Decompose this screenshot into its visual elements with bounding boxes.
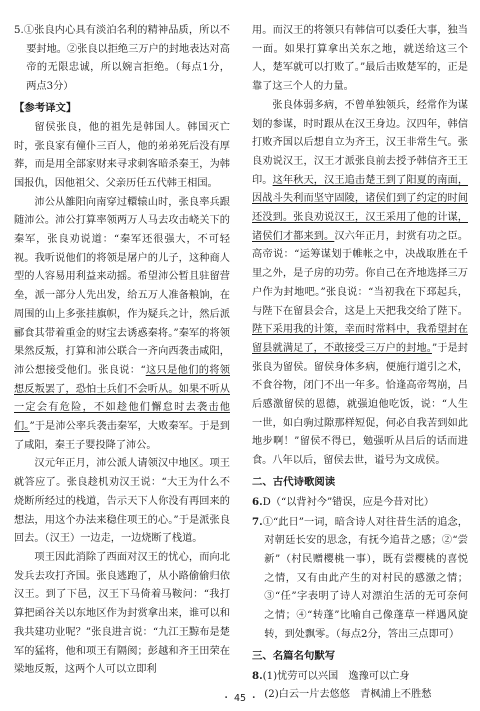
translation-paragraph-2 [14, 194, 230, 456]
question-8-answer-line-1 [252, 667, 468, 687]
section-2-heading: 二、古代诗歌阅读 [252, 475, 336, 488]
translation-paragraph-4: 项王因此消除了西面对汉王的忧心，而向北发兵去攻打齐国。张良逃跑了，从小路偷偷归依汉王。到了下邑，汉王下马倚着马鞍问：“我打算把函谷关以东地区作为封赏拿出来，谁可以和我共建功业呢？”张良进言说：“九江王黥布是楚军的猛将，他和项王有隔阂；彭越和齐王田荣在梁地反叛，这两个人可以立即利 [14, 551, 230, 676]
q6-number: 6. [252, 495, 263, 508]
q7-number: 7. [252, 515, 263, 528]
para5-underlined-sentence-1: 这年秋天，汉王追击楚王到了阳夏的南面，因战斗失利而坚守固陵，诸侯们到了约定的时间还没到。张良劝说汉王，汉王采用了他的计谋，诸侯们才都来到。 [252, 174, 469, 242]
right-column [252, 22, 468, 705]
question-7-answer [252, 513, 468, 645]
question-5-answer [14, 22, 230, 97]
q8-number: 8. [252, 669, 263, 682]
question-6-answer [252, 493, 468, 513]
para2-text-b: ”于是沛公率兵袭击秦军，大败秦军。于是到了咸阳，秦王子婴投降了沛公。 [14, 421, 230, 451]
left-column [14, 22, 230, 680]
para5-text-b: 汉六年正月，封赏有功之臣。高帝说：“运筹谋划于帷帐之中，决战取胜在千里之外，是子房的功劳。你自己在齐地选择三万户作为封地吧。”张良说：“当初我在下邳起兵，与陛下在留县会合，这是上天把我交给了陛下。 [252, 230, 469, 317]
q8-line-1: (1)忧劳可以兴国 逸豫可以亡身 [262, 670, 410, 682]
q6-text: D（“以背衬今”错误，应是今昔对比） [262, 496, 435, 508]
para5-text-a: 张良体弱多病，不曾单独领兵，经常作为谋划的参谋，时时跟从在汉王身边。汉四年，韩信打败齐国以后想自立为齐王，汉王非常生气。张良劝说汉王，汉王才派张良前去授予韩信齐王王印。 [252, 99, 468, 186]
reference-translation-heading: 【参考译文】 [14, 101, 77, 114]
translation-paragraph-4-continued: 用。而汉王的将领只有韩信可以委任大事，独当一面。如果打算拿出关东之地，就送给这三个人，楚军就可以打败了。”最后击败楚军的，正是靠了这三个人的力量。 [252, 25, 468, 93]
page-number: ・ 45 ・ [221, 693, 259, 704]
question-8-answer-line-2: (2)白云一片去悠悠 青枫浦上不胜愁 [264, 689, 432, 701]
translation-paragraph-1: 留侯张良，他的祖先是韩国人。韩国灭亡时，张良家有僮仆三百人，他的弟弟死后没有厚葬，而是用全部家财来寻求刺客暗杀秦王，为韩国报仇，因他祖父、父亲历任五代韩王相国。 [14, 121, 230, 189]
section-3-heading: 三、名篇名句默写 [252, 649, 336, 662]
para5-text-c: ”于是封张良为留侯。留侯身体多病，便施行道引之术，不食谷物，闭门不出一年多。恰逢高帝驾崩，吕后感激留侯的恩德，就强迫他吃饭，说：“人生一世，如白驹过隙那样短促，何必自我苦到如此地步啊！”留侯不得已，勉强听从吕后的话而进食。八年以后，留侯去世，谥号为文成侯。 [252, 342, 468, 467]
q5-number: 5. [14, 25, 24, 36]
q5-text: ①张良内心具有淡泊名利的精神品质，所以不要封地。②张良以拒绝三万户的封地表达对高帝的无限忠诚，所以婉言拒绝。（每点1分，两点3分） [23, 25, 230, 93]
translation-paragraph-5 [252, 97, 468, 471]
para2-text-a: 沛公从雒阳向南穿过轘辕山时，张良率兵跟随沛公。沛公打算率领两万人马去攻击峣关下的秦军，张良劝说道：“秦军还很强大，不可轻视。我听说他们的将领是屠户的儿子，这种商人型的人容易用利益来动摇。希望沛公暂且驻留营垒，派一部分人先出发，给五万人准备粮饷，在周围的山上多张挂旗帜，作为疑兵之计，然后派郦食其带着重金的财宝去诱惑秦将。”秦军的将领果然反叛，打算和沛公联合一齐向西袭击咸阳，沛公想接受他们。张良说：“ [14, 196, 230, 376]
para2-underlined-sentence: 这只是他们的将领想反叛罢了，恐怕士兵们不会听从。如果不听从一定会有危险，不如趁他们懈怠时去袭击他们。 [14, 364, 230, 433]
para5-underlined-sentence-2: 陛下采用我的计策，幸而时常料中，我希望封在留县就满足了，不敢接受三万户的封地。 [252, 324, 468, 354]
q7-text: ①“此日”一词，暗含诗人对往昔生活的追念，对朝廷长安的思念，有抚今追昔之感；②“尝新”（村民赠樱桃一事），既有尝樱桃的喜悦之情，又有由此产生的对村民的感激之情；③“任”字表明了诗人对漂泊生活的无可奈何之情；④“转蓬”比喻自己像蓬草一样遇风旋转，到处飘零。（每点2分，答出三点即可） [262, 516, 468, 640]
translation-paragraph-3: 汉元年正月，沛公派人请领汉中地区。项王就答应了。张良趁机劝汉王说：“大王为什么不烧断所经过的栈道，告示天下人你没有再回来的想法，用这个办法来稳住项王的心。”于是派张良回去。（汉王）一边走，一边烧断了栈道。 [14, 458, 230, 545]
